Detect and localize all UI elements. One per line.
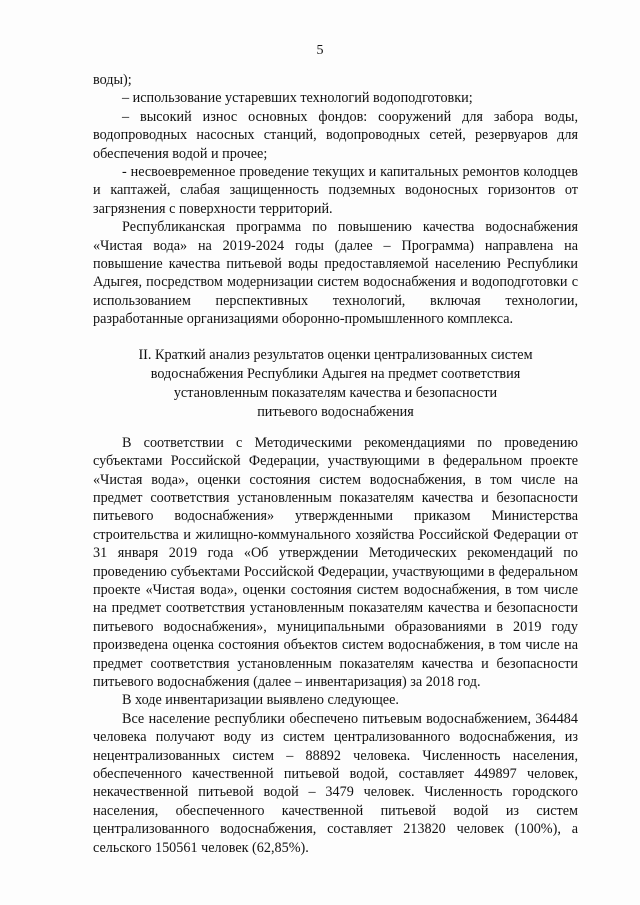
section-heading-line: установленным показателям качества и безопасности bbox=[173, 384, 498, 401]
paragraph-continuation: воды); bbox=[93, 72, 132, 88]
paragraph-inventory-findings: В ходе инвентаризации выявлено следующее. bbox=[122, 692, 399, 709]
paragraph-population-stats: Все население республики обеспечено питьевым водоснабжением, 364484 человека получают воду из систем централизованного водоснабжения, из нецентрализованных систем – 88892 человека. Численность населения, обеспеченного качественной питьевой водой, составляет 449897 человек, некачественной питьевой водой – 3479 человек. Численность городского населения, обеспеченного качественной питьевой водой из систем централизованного водоснабжения, составляет 213820 человек (100%), а сельского 150561 человек (62,85%). bbox=[93, 710, 578, 856]
list-item-repairs: - несвоевременное проведение текущих и капитальных ремонтов колодцев и каптажей, слабая защищенность подземных водоносных горизонтов от загрязнения с поверхности территорий. bbox=[93, 164, 578, 217]
document-body bbox=[93, 71, 578, 857]
paragraph-methodology: В соответствии с Методическими рекомендациями по проведению субъектами Российской Федерации, участвующими в федеральном проекте «Чистая вода», оценки состояния систем водоснабжения, в том числе на предмет соответствия установленным показателям качества и безопасности питьевого водоснабжения» утвержденными приказом Министерства строительства и жилищно-коммунального хозяйства Российской Федерации от 31 января 2019 года «Об утверждении Методических рекомендаций по проведению субъектами Российской Федерации, участвующими в федеральном проекте «Чистая вода», оценки состояния систем водоснабжения, в том числе на предмет соответствия установленным показателям качества и безопасности питьевого водоснабжения», муниципальными образованиями в 2019 году произведена оценка состояния объектов систем водоснабжения, в том числе на предмет соответствия установленным показателям качества и безопасности питьевого водоснабжения (далее – инвентаризация) за 2018 год. bbox=[93, 434, 578, 690]
list-item-asset-wear: – высокий износ основных фондов: сооружений для забора воды, водопроводных насосных станций, водопроводных сетей, резервуаров для обеспечения водой и прочее; bbox=[93, 108, 578, 162]
section-heading bbox=[93, 346, 578, 422]
paragraph-program-intro: Республиканская программа по повышению качества водоснабжения «Чистая вода» на 2019-2024 годы (далее – Программа) направлена на повышение качества питьевой воды предоставляемой населению Республики Адыгея, посредством модернизации систем водоснабжения и водоподготовки с использованием перспективных технологий, включая технологии, разработанные организациями оборонно-промышленного комплекса. bbox=[93, 219, 578, 328]
list-item-outdated-tech: – использование устаревших технологий водоподготовки; bbox=[122, 90, 473, 107]
section-heading-line: водоснабжения Республики Адыгея на предмет соответствия bbox=[150, 365, 521, 382]
page-number: 5 bbox=[316, 43, 324, 58]
section-heading-line: II. Краткий анализ результатов оценки централизованных систем bbox=[138, 346, 533, 363]
section-heading-line: питьевого водоснабжения bbox=[257, 403, 414, 420]
